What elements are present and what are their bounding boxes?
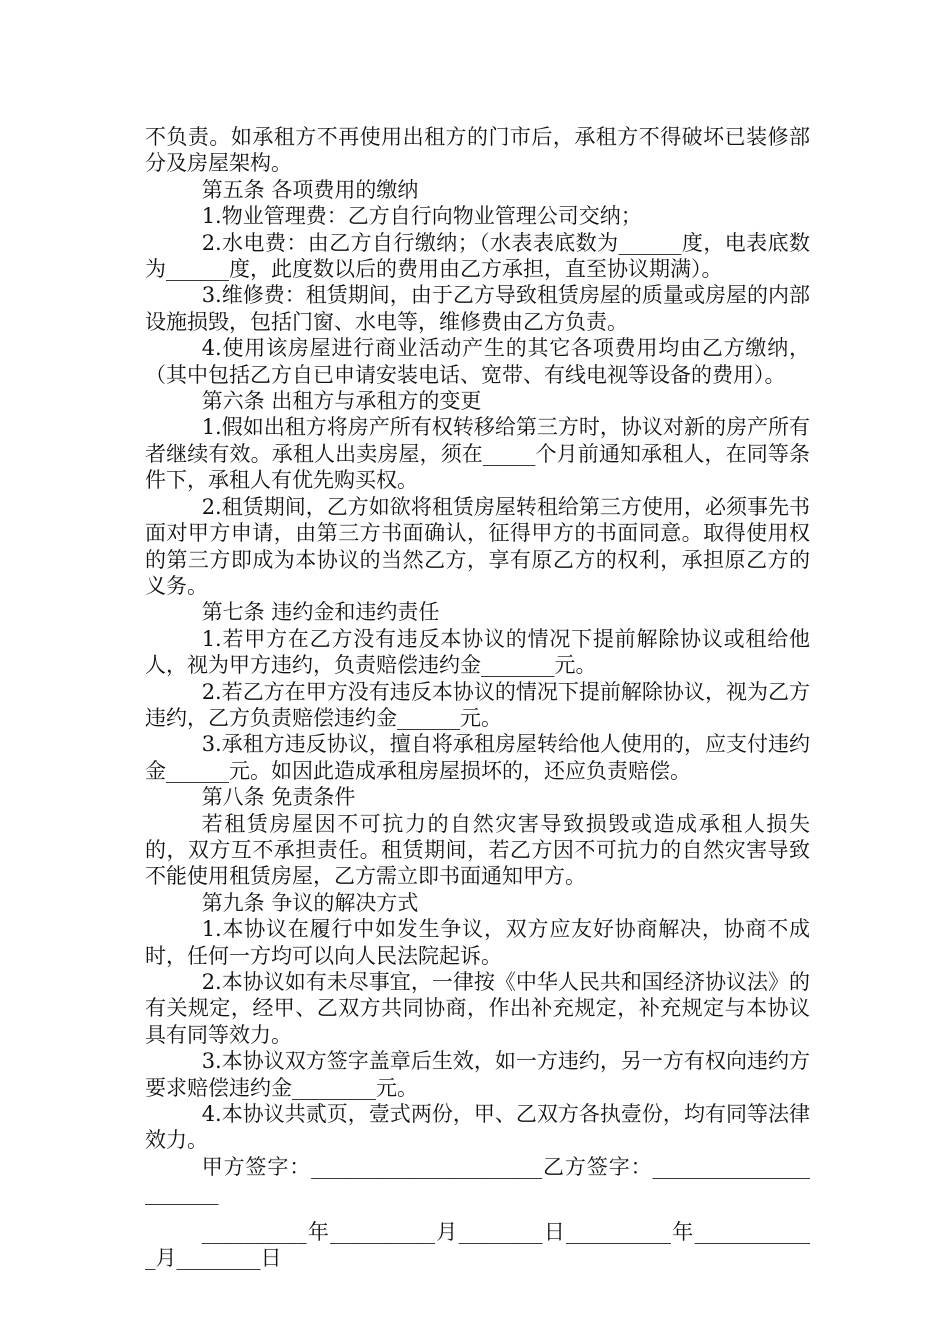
article-8-item-1: 若租赁房屋因不可抗力的自然灾害导致损毁或造成承租人损失的，双方互不承担责任。租赁期间，若乙方因不可抗力的自然灾害导致不能使用租赁房屋，乙方需立即书面通知甲方。	[145, 811, 810, 889]
article-5-item-1: 1.物业管理费：乙方自行向物业管理公司交纳；	[201, 204, 642, 229]
article-6-item-1: 1.假如出租方将房产所有权转移给第三方时，协议对新的房产所有者继续有效。承租人出卖房屋，须在_____个月前通知承租人，在同等条件下，承租人有优先购买权。	[145, 415, 810, 493]
article-9-item-4: 4.本协议共贰页，壹式两份，甲、乙双方各执壹份，均有同等法律效力。	[145, 1102, 810, 1153]
intro-paragraph: 不负责。如承租方不再使用出租方的门市后，承租方不得破坏已装修部分及房屋架构。	[145, 125, 810, 176]
article-5-item-2: 2.水电费：由乙方自行缴纳；（水表表底数为______度，电表底数为______度，此度数以后的费用由乙方承担，直至协议期满）。	[145, 230, 810, 282]
article-5-heading: 第五条 各项费用的缴纳	[201, 177, 419, 202]
article-5-item-3: 3.维修费：租赁期间，由于乙方导致租赁房屋的质量或房屋的内部设施损毁，包括门窗、水电等，维修费由乙方负责。	[145, 283, 810, 334]
article-9-item-3: 3.本协议双方签字盖章后生效，如一方违约，另一方有权向违约方要求赔偿违约金________元。	[145, 1049, 810, 1100]
contract-page	[145, 124, 810, 1271]
article-9-item-1: 1.本协议在履行中如发生争议，双方应友好协商解决，协商不成时，任何一方均可以向人民法院起诉。	[145, 917, 810, 968]
article-7-heading: 第七条 违约金和违约责任	[201, 600, 440, 625]
article-9-heading: 第九条 争议的解决方式	[201, 890, 419, 915]
article-7-item-1: 1.若甲方在乙方没有违反本协议的情况下提前解除协议或租给他人，视为甲方违约，负责赔偿违约金_______元。	[145, 626, 810, 678]
article-8-heading: 第八条 免责条件	[201, 785, 356, 810]
article-7-item-3: 3.承租方违反协议，擅自将承租房屋转给他人使用的，应支付违约金______元。如因此造成承租房屋损坏的，还应负责赔偿。	[145, 732, 810, 783]
date-line: __________年__________月________日__________年____________月________日	[145, 1219, 810, 1271]
article-6-item-2: 2.租赁期间，乙方如欲将租赁房屋转租给第三方使用，必须事先书面对甲方申请，由第三方书面确认，征得甲方的书面同意。取得使用权的第三方即成为本协议的当然乙方，享有原乙方的权利，承担原乙方的义务。	[145, 494, 810, 598]
article-6-heading: 第六条 出租方与承租方的变更	[201, 389, 482, 414]
article-7-item-2: 2.若乙方在甲方没有违反本协议的情况下提前解除协议，视为乙方违约，乙方负责赔偿违约金______元。	[145, 679, 810, 730]
article-5-item-4: 4.使用该房屋进行商业活动产生的其它各项费用均由乙方缴纳，（其中包括乙方自已申请安装电话、宽带、有线电视等设备的费用）。	[145, 336, 810, 387]
signature-line: 甲方签字：______________________乙方签字：______________________	[145, 1154, 810, 1206]
article-9-item-2: 2.本协议如有未尽事宜，一律按《中华人民共和国经济协议法》的有关规定，经甲、乙双方共同协商，作出补充规定，补充规定与本协议具有同等效力。	[145, 970, 810, 1047]
